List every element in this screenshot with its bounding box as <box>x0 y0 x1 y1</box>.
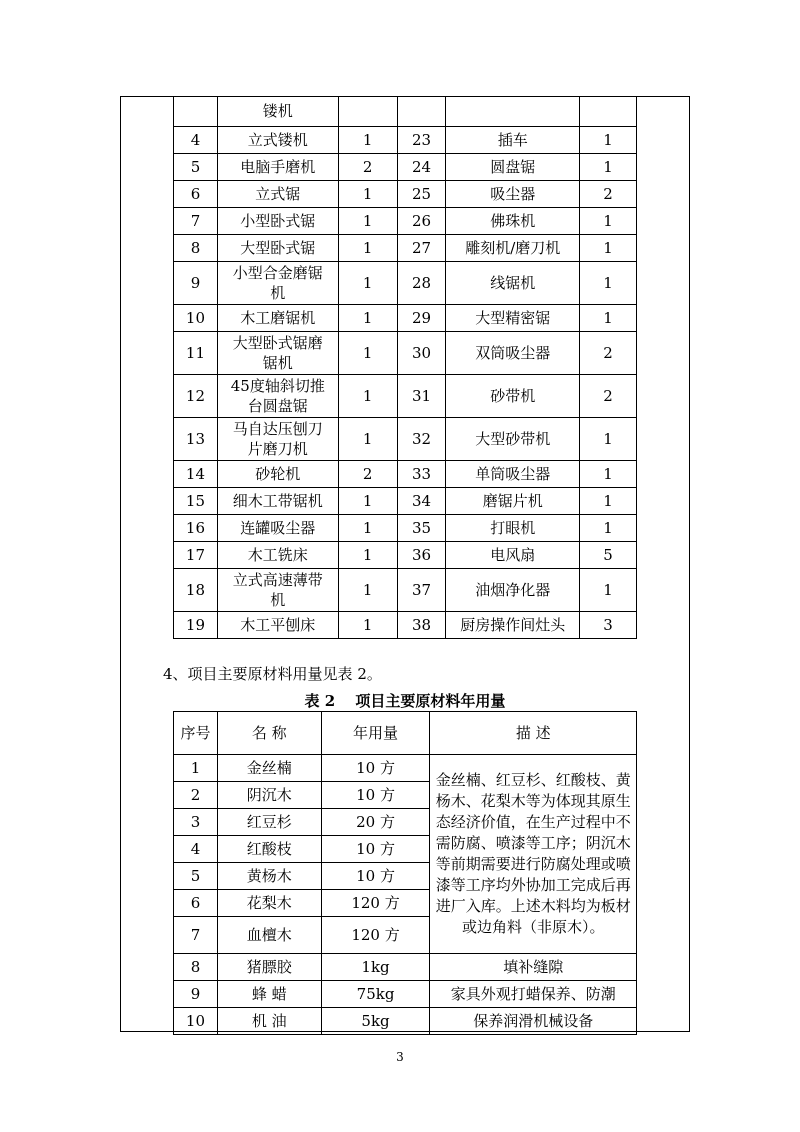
cell-amount: 10 方 <box>321 755 430 782</box>
cell-n2: 27 <box>397 235 446 262</box>
cell-q1: 1 <box>338 515 397 542</box>
cell-q1: 1 <box>338 235 397 262</box>
cell-q1: 1 <box>338 262 397 305</box>
cell-q1: 1 <box>338 208 397 235</box>
cell-no: 8 <box>174 954 218 981</box>
cell-q1 <box>338 96 397 127</box>
cell-name1: 45度轴斜切推台圆盘锯 <box>217 375 338 418</box>
page-number: 3 <box>396 1050 404 1064</box>
cell-desc: 家具外观打蜡保养、防潮 <box>430 981 637 1008</box>
cell-name1: 细木工带锯机 <box>217 488 338 515</box>
cell-desc: 保养润滑机械设备 <box>430 1008 637 1035</box>
cell-q2: 1 <box>580 208 637 235</box>
cell-name2: 吸尘器 <box>446 181 580 208</box>
cell-name2: 磨锯片机 <box>446 488 580 515</box>
cell-name2: 厨房操作间灶头 <box>446 612 580 639</box>
cell-q2: 2 <box>580 181 637 208</box>
cell-q1: 2 <box>338 154 397 181</box>
cell-n2: 38 <box>397 612 446 639</box>
table-row <box>174 332 637 375</box>
table-row <box>174 488 637 515</box>
cell-n1 <box>174 96 218 127</box>
cell-n2 <box>397 96 446 127</box>
cell-no: 1 <box>174 755 218 782</box>
cell-name2: 大型精密锯 <box>446 305 580 332</box>
table-row <box>174 235 637 262</box>
cell-n2: 33 <box>397 461 446 488</box>
cell-q1: 1 <box>338 488 397 515</box>
table2-caption: 表 2 项目主要原材料年用量 <box>304 692 506 710</box>
cell-q2: 1 <box>580 154 637 181</box>
cell-name2: 打眼机 <box>446 515 580 542</box>
cell-q1: 1 <box>338 375 397 418</box>
table-row <box>174 755 637 782</box>
cell-name1: 马自达压刨刀片磨刀机 <box>217 418 338 461</box>
cell-n1: 18 <box>174 569 218 612</box>
cell-name1: 立式高速薄带机 <box>217 569 338 612</box>
cell-name1: 立式锯 <box>217 181 338 208</box>
cell-name1: 大型卧式锯 <box>217 235 338 262</box>
cell-no: 5 <box>174 863 218 890</box>
cell-name: 黄杨木 <box>217 863 321 890</box>
cell-n1: 12 <box>174 375 218 418</box>
table-row <box>174 181 637 208</box>
cell-n1: 13 <box>174 418 218 461</box>
cell-name: 阴沉木 <box>217 782 321 809</box>
cell-n1: 11 <box>174 332 218 375</box>
cell-amount: 75kg <box>321 981 430 1008</box>
cell-n2: 32 <box>397 418 446 461</box>
cell-q1: 1 <box>338 612 397 639</box>
cell-amount: 120 方 <box>321 917 430 954</box>
table-row <box>174 461 637 488</box>
cell-q2: 2 <box>580 375 637 418</box>
cell-name: 花梨木 <box>217 890 321 917</box>
cell-q2: 1 <box>580 418 637 461</box>
header-desc: 描 述 <box>430 712 637 755</box>
cell-amount: 1kg <box>321 954 430 981</box>
table-row <box>174 418 637 461</box>
cell-q2: 1 <box>580 515 637 542</box>
cell-n1: 17 <box>174 542 218 569</box>
cell-q2: 1 <box>580 461 637 488</box>
table-row <box>174 262 637 305</box>
cell-q2: 3 <box>580 612 637 639</box>
cell-n2: 25 <box>397 181 446 208</box>
cell-name: 金丝楠 <box>217 755 321 782</box>
cell-n2: 30 <box>397 332 446 375</box>
cell-name1: 砂轮机 <box>217 461 338 488</box>
table-row <box>174 612 637 639</box>
cell-name2: 圆盘锯 <box>446 154 580 181</box>
cell-name1: 大型卧式锯磨锯机 <box>217 332 338 375</box>
cell-n1: 9 <box>174 262 218 305</box>
cell-no: 2 <box>174 782 218 809</box>
table-row <box>174 515 637 542</box>
cell-q2 <box>580 96 637 127</box>
cell-name2: 佛珠机 <box>446 208 580 235</box>
cell-name1: 电脑手磨机 <box>217 154 338 181</box>
cell-n1: 10 <box>174 305 218 332</box>
cell-q1: 1 <box>338 181 397 208</box>
table-row <box>174 375 637 418</box>
cell-no: 9 <box>174 981 218 1008</box>
cell-q2: 2 <box>580 332 637 375</box>
cell-amount: 20 方 <box>321 809 430 836</box>
equipment-table <box>173 96 637 639</box>
table-row <box>174 954 637 981</box>
cell-no: 3 <box>174 809 218 836</box>
table-row <box>174 981 637 1008</box>
materials-table <box>173 711 637 1035</box>
cell-n1: 7 <box>174 208 218 235</box>
cell-n2: 29 <box>397 305 446 332</box>
header-amount: 年用量 <box>321 712 430 755</box>
cell-n2: 24 <box>397 154 446 181</box>
materials-note: 4、项目主要原材料用量见表 2。 <box>163 665 382 683</box>
table-header-row <box>174 712 637 755</box>
cell-amount: 10 方 <box>321 782 430 809</box>
cell-name2: 电风扇 <box>446 542 580 569</box>
cell-name: 血檀木 <box>217 917 321 954</box>
cell-q1: 2 <box>338 461 397 488</box>
cell-q2: 1 <box>580 235 637 262</box>
table-row <box>174 305 637 332</box>
cell-q1: 1 <box>338 305 397 332</box>
cell-n2: 34 <box>397 488 446 515</box>
table-row <box>174 154 637 181</box>
cell-n2: 26 <box>397 208 446 235</box>
cell-desc: 填补缝隙 <box>430 954 637 981</box>
cell-q1: 1 <box>338 569 397 612</box>
cell-n1: 16 <box>174 515 218 542</box>
cell-n2: 31 <box>397 375 446 418</box>
cell-n2: 35 <box>397 515 446 542</box>
header-no: 序号 <box>174 712 218 755</box>
cell-name: 红豆杉 <box>217 809 321 836</box>
header-name: 名 称 <box>217 712 321 755</box>
cell-q2: 1 <box>580 488 637 515</box>
cell-amount: 10 方 <box>321 863 430 890</box>
cell-n2: 36 <box>397 542 446 569</box>
cell-q1: 1 <box>338 332 397 375</box>
cell-n1: 4 <box>174 127 218 154</box>
cell-amount: 5kg <box>321 1008 430 1035</box>
cell-amount: 10 方 <box>321 836 430 863</box>
cell-n2: 28 <box>397 262 446 305</box>
cell-name: 猪膘胶 <box>217 954 321 981</box>
cell-n1: 8 <box>174 235 218 262</box>
cell-amount: 120 方 <box>321 890 430 917</box>
cell-name2: 雕刻机/磨刀机 <box>446 235 580 262</box>
cell-no: 10 <box>174 1008 218 1035</box>
cell-name2: 插车 <box>446 127 580 154</box>
table-row <box>174 208 637 235</box>
table-row <box>174 569 637 612</box>
cell-name1: 木工平刨床 <box>217 612 338 639</box>
cell-q2: 1 <box>580 262 637 305</box>
cell-name2: 油烟净化器 <box>446 569 580 612</box>
cell-name2: 单筒吸尘器 <box>446 461 580 488</box>
cell-name1: 立式镂机 <box>217 127 338 154</box>
cell-n2: 37 <box>397 569 446 612</box>
table-row <box>174 96 637 127</box>
cell-q2: 1 <box>580 305 637 332</box>
table-row <box>174 542 637 569</box>
cell-n1: 5 <box>174 154 218 181</box>
cell-name: 蜂 蜡 <box>217 981 321 1008</box>
table-row <box>174 127 637 154</box>
cell-name1: 小型卧式锯 <box>217 208 338 235</box>
cell-name: 机 油 <box>217 1008 321 1035</box>
table-row <box>174 1008 637 1035</box>
cell-q1: 1 <box>338 418 397 461</box>
cell-n1: 19 <box>174 612 218 639</box>
cell-no: 7 <box>174 917 218 954</box>
cell-name2: 大型砂带机 <box>446 418 580 461</box>
cell-q2: 1 <box>580 569 637 612</box>
cell-name2: 线锯机 <box>446 262 580 305</box>
cell-n2: 23 <box>397 127 446 154</box>
cell-name1: 连罐吸尘器 <box>217 515 338 542</box>
cell-name1: 小型合金磨锯机 <box>217 262 338 305</box>
cell-q1: 1 <box>338 127 397 154</box>
cell-q2: 5 <box>580 542 637 569</box>
cell-n1: 6 <box>174 181 218 208</box>
cell-q1: 1 <box>338 542 397 569</box>
cell-name2: 砂带机 <box>446 375 580 418</box>
cell-merged-desc: 金丝楠、红豆杉、红酸枝、黄杨木、花梨木等为体现其原生态经济价值，在生产过程中不需防腐、喷漆等工序；阴沉木等前期需要进行防腐处理或喷漆等工序均外协加工完成后再进厂入库。上述木料均为板材或边角料（非原木）。 <box>430 755 637 954</box>
cell-n1: 15 <box>174 488 218 515</box>
cell-name1: 木工铣床 <box>217 542 338 569</box>
cell-name2: 双筒吸尘器 <box>446 332 580 375</box>
cell-name1: 镂机 <box>217 96 338 127</box>
cell-q2: 1 <box>580 127 637 154</box>
cell-name1: 木工磨锯机 <box>217 305 338 332</box>
cell-name: 红酸枝 <box>217 836 321 863</box>
cell-no: 6 <box>174 890 218 917</box>
cell-n1: 14 <box>174 461 218 488</box>
cell-name2 <box>446 96 580 127</box>
cell-no: 4 <box>174 836 218 863</box>
